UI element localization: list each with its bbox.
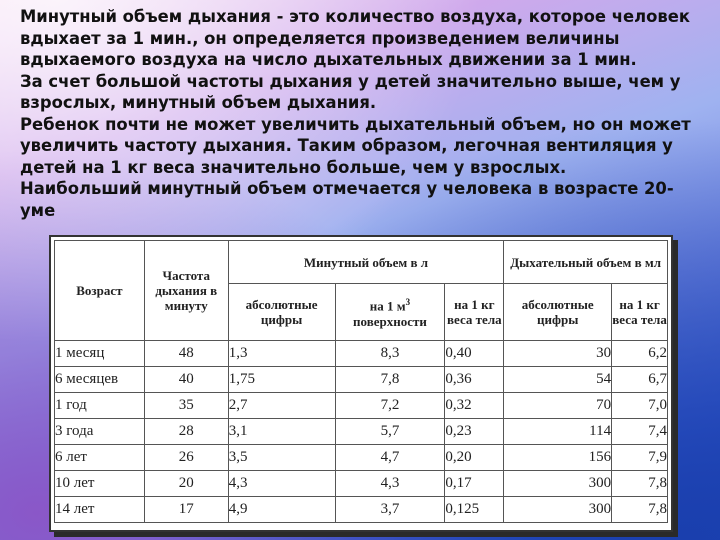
table-row bbox=[55, 367, 668, 393]
cell-abs: 1,75 bbox=[228, 367, 335, 393]
cell-kg: 0,17 bbox=[445, 471, 504, 497]
cell-kg: 0,23 bbox=[445, 419, 504, 445]
header-rate: Частота дыхания в минуту bbox=[144, 241, 228, 341]
cell-tidal-kg: 7,9 bbox=[612, 445, 668, 471]
cell-age: 1 месяц bbox=[55, 341, 145, 367]
cell-surface: 8,3 bbox=[335, 341, 445, 367]
cell-tidal-kg: 7,0 bbox=[612, 393, 668, 419]
cell-abs: 3,5 bbox=[228, 445, 335, 471]
table-row bbox=[55, 471, 668, 497]
cell-age: 6 месяцев bbox=[55, 367, 145, 393]
cell-tidal: 114 bbox=[504, 419, 612, 445]
cell-age: 1 год bbox=[55, 393, 145, 419]
cell-surface: 4,3 bbox=[335, 471, 445, 497]
cell-rate: 48 bbox=[144, 341, 228, 367]
header-per-kg: на 1 кг веса тела bbox=[445, 284, 504, 341]
cell-abs: 4,3 bbox=[228, 471, 335, 497]
cell-surface: 7,8 bbox=[335, 367, 445, 393]
cell-age: 14 лет bbox=[55, 497, 145, 523]
cell-surface: 4,7 bbox=[335, 445, 445, 471]
cell-kg: 0,20 bbox=[445, 445, 504, 471]
header-minute-volume: Минутный объем в л bbox=[228, 241, 504, 284]
cell-tidal: 30 bbox=[504, 341, 612, 367]
table-row bbox=[55, 341, 668, 367]
header-per-surface: на 1 $м^3$ поверхности bbox=[335, 284, 445, 341]
header-absolute: абсолютные цифры bbox=[228, 284, 335, 341]
cell-tidal-kg: 6,7 bbox=[612, 367, 668, 393]
cell-tidal-kg: 7,8 bbox=[612, 471, 668, 497]
cell-rate: 35 bbox=[144, 393, 228, 419]
slide-body-text bbox=[20, 6, 705, 221]
cell-abs: 4,9 bbox=[228, 497, 335, 523]
cell-abs: 2,7 bbox=[228, 393, 335, 419]
cell-tidal-kg: 7,8 bbox=[612, 497, 668, 523]
cell-rate: 17 bbox=[144, 497, 228, 523]
paragraph-definition: Минутный объем дыхания - это количество воздуха, которое человек вдыхает за 1 мин., он определяется произведением величины вдыхаемого воздуха на число дыхательных движении за 1 мин. bbox=[20, 7, 690, 69]
cell-rate: 28 bbox=[144, 419, 228, 445]
cell-kg: 0,36 bbox=[445, 367, 504, 393]
header-per-kg-tidal: на 1 кг веса тела bbox=[612, 284, 668, 341]
cell-surface: 3,7 bbox=[335, 497, 445, 523]
cell-age: 6 лет bbox=[55, 445, 145, 471]
respiration-table bbox=[54, 240, 668, 523]
respiration-table-frame bbox=[49, 235, 673, 532]
table-row bbox=[55, 393, 668, 419]
table-row bbox=[55, 445, 668, 471]
paragraph-children-volume: За счет большой частоты дыхания у детей значительно выше, чем у взрослых, минутный объем дыхания. bbox=[20, 71, 681, 112]
cell-age: 10 лет bbox=[55, 471, 145, 497]
cell-tidal: 54 bbox=[504, 367, 612, 393]
header-absolute-tidal: абсолютные цифры bbox=[504, 284, 612, 341]
cell-abs: 1,3 bbox=[228, 341, 335, 367]
cell-tidal-kg: 7,4 bbox=[612, 419, 668, 445]
cell-surface: 5,7 bbox=[335, 419, 445, 445]
cell-abs: 3,1 bbox=[228, 419, 335, 445]
cell-age: 3 года bbox=[55, 419, 145, 445]
cell-tidal: 300 bbox=[504, 497, 612, 523]
cell-kg: 0,32 bbox=[445, 393, 504, 419]
cell-rate: 26 bbox=[144, 445, 228, 471]
table-row bbox=[55, 497, 668, 523]
cell-tidal-kg: 6,2 bbox=[612, 341, 668, 367]
cell-kg: 0,125 bbox=[445, 497, 504, 523]
cell-kg: 0,40 bbox=[445, 341, 504, 367]
cell-tidal: 156 bbox=[504, 445, 612, 471]
cell-tidal: 300 bbox=[504, 471, 612, 497]
paragraph-fragment: уме bbox=[20, 200, 56, 220]
cell-surface: 7,2 bbox=[335, 393, 445, 419]
cell-tidal: 70 bbox=[504, 393, 612, 419]
paragraph-max-volume: Наибольший минутный объем отмечается у человека в возрасте 20- bbox=[20, 179, 674, 198]
header-tidal-volume: Дыхательный объем в мл bbox=[504, 241, 668, 284]
header-age: Возраст bbox=[55, 241, 145, 341]
cell-rate: 20 bbox=[144, 471, 228, 497]
table-row bbox=[55, 419, 668, 445]
table-header-row bbox=[55, 241, 668, 284]
cell-rate: 40 bbox=[144, 367, 228, 393]
paragraph-ventilation: Ребенок почти не может увеличить дыхательный объем, но он может увеличить частоту дыхания. Таким образом, легочная вентиляция у детей на 1 кг веса значительно больше, чем у взрослых. bbox=[20, 114, 691, 177]
